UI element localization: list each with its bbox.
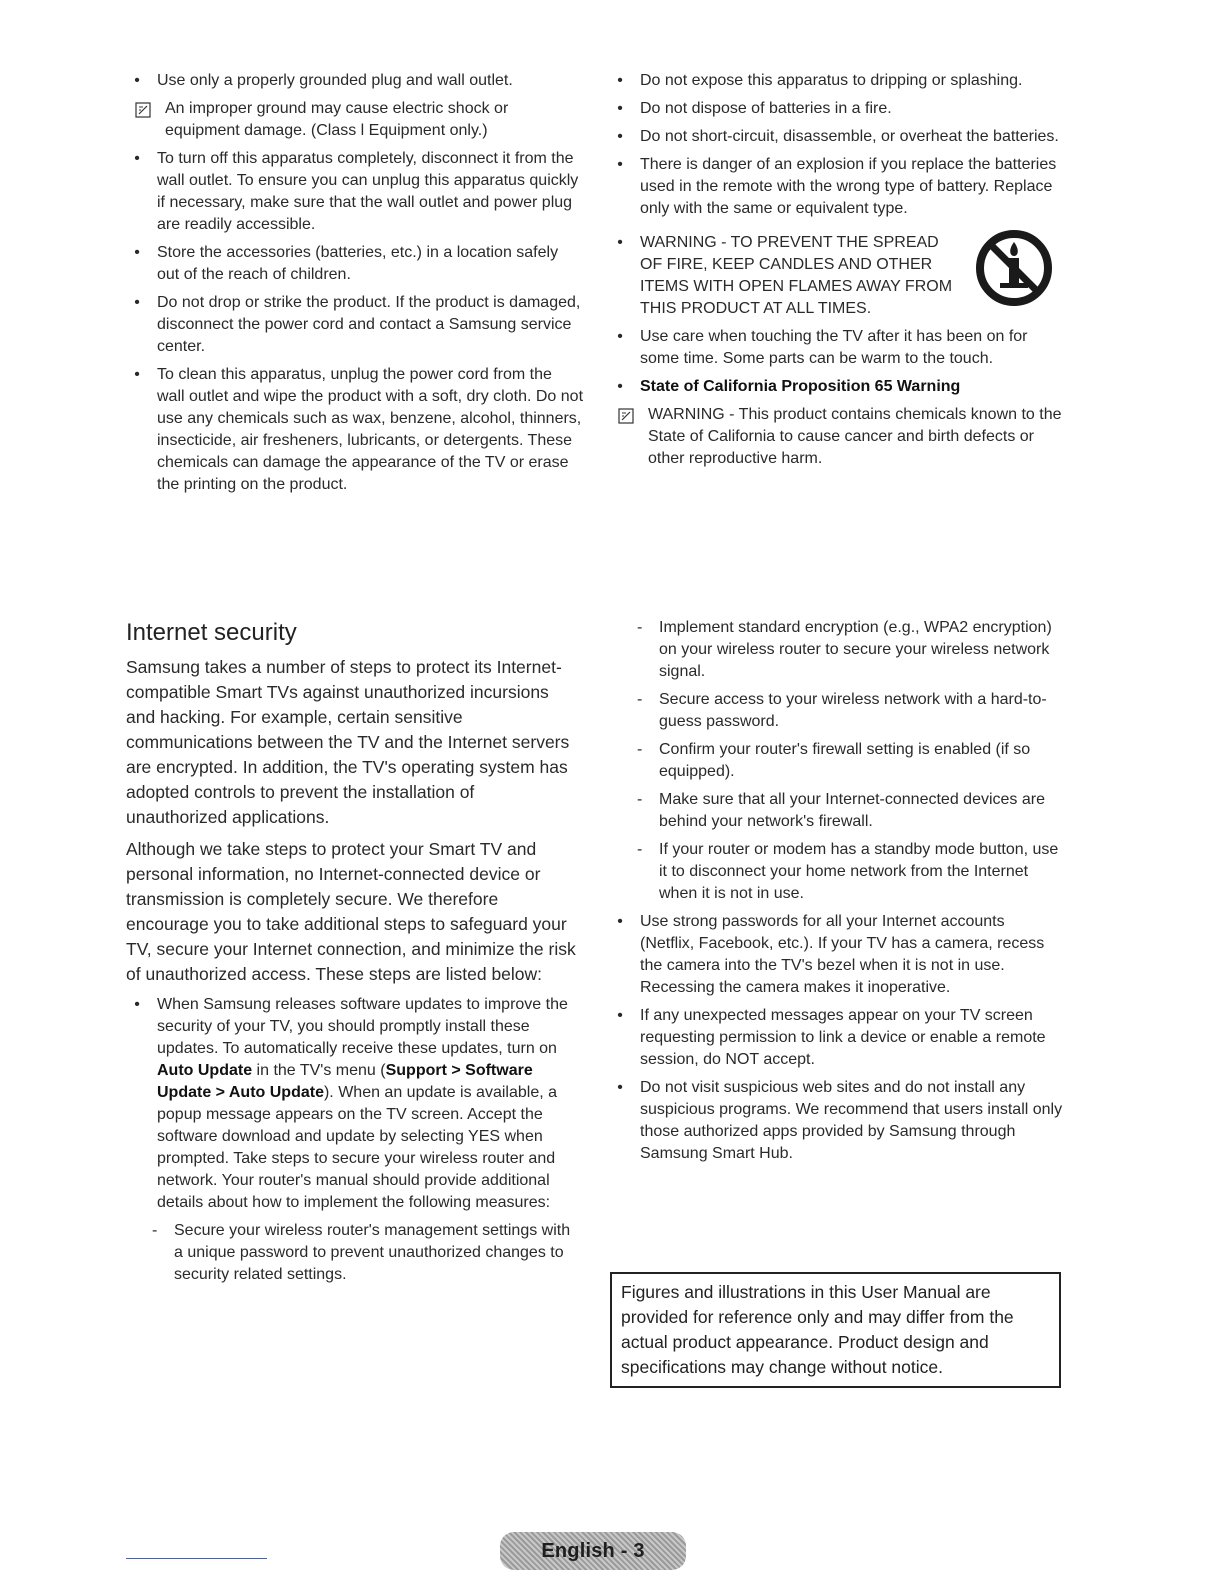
list-item: - Make sure that all your Internet-connected devices are behind your network's firewall.: [637, 791, 1045, 830]
footer-rule: [126, 1558, 267, 1559]
list-item: • Use strong passwords for all your Internet accounts (Netflix, Facebook, etc.). If your TV has a camera, recess the camera into the TV's bezel when it is not in use. Recessing the camera makes it inoperative.: [617, 913, 1045, 996]
list-item: • There is danger of an explosion if you replace the batteries used in the remote with the wrong type of battery. Replace only with the same or equivalent type.: [617, 156, 1057, 217]
list-item: • State of California Proposition 65 Warning: [617, 378, 961, 395]
notice-box: Figures and illustrations in this User Manual are provided for reference only and may differ from the actual product appearance. Product design and specifications may change without notice.: [610, 1272, 1061, 1388]
list-item: • Do not drop or strike the product. If the product is damaged, disconnect the power cord and contact a Samsung service center.: [134, 294, 581, 355]
list-item: • Do not dispose of batteries in a fire.: [617, 100, 892, 117]
list-item: - Confirm your router's firewall setting is enabled (if so equipped).: [637, 741, 1031, 780]
list-item: • Store the accessories (batteries, etc.) in a location safely out of the reach of children.: [134, 244, 559, 283]
note: An improper ground may cause electric shock or equipment damage. (Class l Equipment only.): [131, 98, 583, 142]
page-number: English - 3: [541, 1539, 645, 1562]
no-candle-icon: [974, 228, 1054, 315]
list-item: • When Samsung releases software updates to improve the security of your TV, you should promptly install these updates. To automatically receive these updates, turn on Auto Update in the TV's menu (Support > Software Update > Auto Update). When an update is available, a popup message appears on the TV screen. Accept the software download and update by selecting YES when prompted. Take steps to secure your wireless router and network. Your router's manual should provide additional details about how to implement the following measures:: [134, 996, 568, 1211]
list-item: • Do not visit suspicious web sites and do not install any suspicious programs. We recommend that users install only those authorized apps provided by Samsung through Samsung Smart Hub.: [617, 1079, 1063, 1162]
list-item: • If any unexpected messages appear on your TV screen requesting permission to link a device or enable a remote session, do NOT accept.: [617, 1007, 1046, 1068]
left-top-column: [131, 70, 583, 502]
list-item: • WARNING - TO PREVENT THE SPREAD OF FIRE, KEEP CANDLES AND OTHER ITEMS WITH OPEN FLAMES AWAY FROM THIS PRODUCT AT ALL TIMES.: [614, 232, 1062, 320]
internet-security-left: [126, 617, 578, 1292]
list-item: • Use care when touching the TV after it has been on for some time. Some parts can be warm to the touch.: [617, 328, 1028, 367]
internet-security-right: [617, 617, 1063, 1171]
list-item: • Do not short-circuit, disassemble, or overheat the batteries.: [617, 128, 1059, 145]
list-item: • Use only a properly grounded plug and wall outlet.: [134, 72, 513, 89]
list-item: - If your router or modem has a standby mode button, use it to disconnect your home network from the Internet when it is not in use.: [637, 841, 1059, 902]
note-icon: [618, 408, 634, 431]
page-number-tab: [500, 1532, 686, 1570]
list-item: • To turn off this apparatus completely, disconnect it from the wall outlet. To ensure you can unplug this apparatus quickly if necessary, make sure that the wall outlet and power plug are readily accessible.: [134, 150, 579, 233]
note-icon: [135, 102, 151, 125]
list-item: - Implement standard encryption (e.g., WPA2 encryption) on your wireless router to secure your wireless network signal.: [637, 619, 1052, 680]
list-item: - Secure your wireless router's management settings with a unique password to prevent unauthorized changes to security related settings.: [152, 1222, 571, 1283]
note: WARNING - This product contains chemicals known to the State of California to cause cancer and birth defects or other reproductive harm.: [614, 404, 1062, 470]
list-item: • Do not expose this apparatus to dripping or splashing.: [617, 72, 1023, 89]
paragraph: Although we take steps to protect your Smart TV and personal information, no Internet-connected device or transmission is completely secure. We therefore encourage you to take additional steps to safeguard your TV, secure your Internet connection, and minimize the risk of unauthorized access. These steps are listed below:: [126, 839, 576, 984]
list-item: • To clean this apparatus, unplug the power cord from the wall outlet and wipe the product with a soft, dry cloth. Do not use any chemicals such as wax, benzene, alcohol, thinners, insecticide, air fresheners, lubricants, or detergents. These chemicals can damage the appearance of the TV or erase the printing on the product.: [134, 366, 584, 493]
right-top-column: [614, 70, 1062, 476]
list-item: - Secure access to your wireless network with a hard-to-guess password.: [637, 691, 1047, 730]
paragraph: Samsung takes a number of steps to protect its Internet-compatible Smart TVs against unauthorized incursions and hacking. For example, certain sensitive communications between the TV and the Internet servers are encrypted. In addition, the TV's operating system has adopted controls to prevent the installation of unauthorized applications.: [126, 657, 570, 827]
section-heading: Internet security: [126, 619, 297, 646]
